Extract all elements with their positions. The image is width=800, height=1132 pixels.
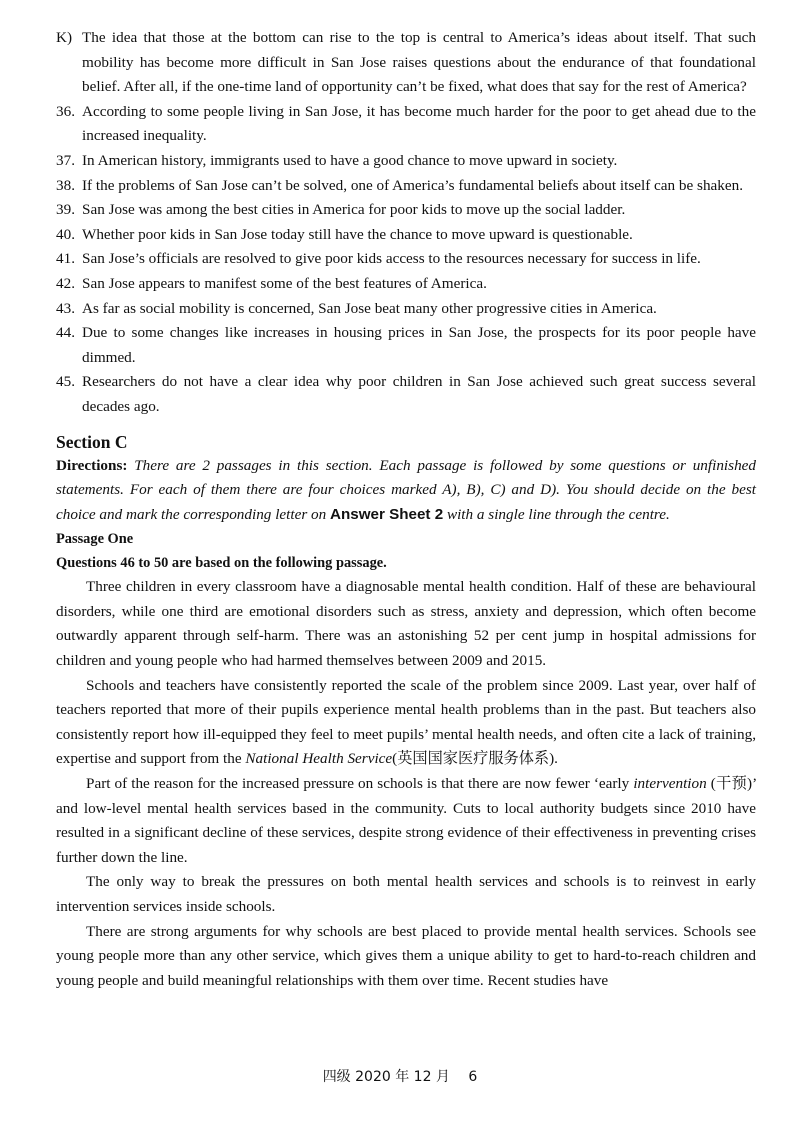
question-text: As far as social mobility is concerned, San Jose beat many other progressive cities in America. [82,299,657,317]
question-number: 42. [56,274,75,292]
question-36 [56,100,756,149]
question-42 [56,272,756,297]
statement-label: K) [56,29,73,46]
nhs-note: (英国国家医疗服务体系). [392,750,558,768]
answer-sheet-label: Answer Sheet 2 [330,505,444,523]
page-number: 6 [468,1069,478,1085]
statement-text: The idea that those at the bottom can rise to the top is central to America’s ideas about itself. That such mobility has become more difficult in San Jose raises questions about the endurance of that foundational belief. After all, if the one-time land of opportunity can’t be fixed, what does that say for the rest of America? [82,29,756,96]
question-text: In American history, immigrants used to have a good chance to move upward in society. [82,151,618,169]
question-41 [56,247,756,272]
question-number: 41. [56,250,75,268]
question-number: 38. [56,176,75,194]
paragraph-text: Schools and teachers have consistently reported the scale of the problem since 2009. Last year, over half of teachers reported that more of their pupils experience mental health problems than in the past. But teachers also consistently report how ill-equipped they feel to meet pupils’ mental health needs, and often cite a lack of training, expertise and support from the [56,676,756,768]
question-38 [56,174,756,199]
question-39 [56,198,756,223]
question-number: 36. [56,102,75,120]
question-text: San Jose was among the best cities in America for poor kids to move up the social ladder. [82,201,626,219]
question-44 [56,321,756,370]
question-number: 37. [56,151,75,169]
passage-label: Passage One [56,531,134,548]
section-directions [56,454,756,528]
intervention-term: intervention [633,775,707,793]
paragraph-text: Part of the reason for the increased pressure on schools is that there are now fewer ‘early [86,775,630,793]
passage-paragraph-1: Three children in every classroom have a diagnosable mental health condition. Half of these are behavioural disorders, while one third are emotional disorders such as stress, anxiety and depression, which often become outwardly apparent through self-harm. There was an astonishing 52 per cent jump in hospital admissions for children and young people who had harmed themselves between 2009 and 2015. [56,578,756,670]
question-text: Due to some changes like increases in housing prices in San Jose, the prospects for its poor people have dimmed. [82,324,756,366]
question-text: San Jose appears to manifest some of the best features of America. [82,274,487,292]
questions-range-label: Questions 46 to 50 are based on the following passage. [56,555,387,572]
question-number: 45. [56,373,75,391]
question-40 [56,223,756,248]
question-text: San Jose’s officials are resolved to give poor kids access to the resources necessary for success in life. [82,250,701,268]
question-number: 40. [56,225,75,243]
passage-paragraph-4: The only way to break the pressures on both mental health services and schools is to reinvest in early intervention services inside schools. [56,873,756,915]
question-text: Whether poor kids in San Jose today still have the chance to move upward is questionable. [82,225,633,243]
question-number: 44. [56,324,75,342]
passage-paragraph-3 [56,772,756,870]
directions-text-end: with a single line through the centre. [446,505,670,523]
intervention-note: (干预)’ [710,775,757,793]
page-footer [0,1065,800,1090]
question-43 [56,297,756,322]
question-text: Researchers do not have a clear idea why poor children in San Jose achieved such great success several decades ago. [82,373,756,415]
statement-k [56,26,756,100]
exam-page [56,26,756,993]
question-number: 39. [56,201,75,219]
question-text: If the problems of San Jose can’t be solved, one of America’s fundamental beliefs about itself can be shaken. [82,176,744,194]
paragraph-text-end: and low-level mental health services based in the community. Cuts to local authority budgets since 2010 have resulted in a significant decline of these services, despite strong evidence of their effectiveness in preventing crises further down the line. [56,799,756,866]
question-number: 43. [56,299,75,317]
section-title: Section C [56,431,128,452]
nhs-term: National Health Service [245,750,393,768]
directions-text: There are 2 passages in this section. Each passage is followed by some questions or unfinished statements. For each of them there are four choices marked A), B), C) and D). You should decide on the best choice and mark the corresponding letter on [56,456,756,523]
passage-paragraph-5: There are strong arguments for why schools are best placed to provide mental health services. Schools see young people more than any other service, which gives them a unique ability to get to hard-to-reach children and young people and build meaningful relationships with them over time. Recent studies have [56,922,756,989]
question-text: According to some people living in San Jose, it has become much harder for the poor to get ahead due to the increased inequality. [82,102,756,145]
exam-name: 四级 2020 年 12 月 [322,1069,450,1085]
question-37 [56,149,756,174]
question-45 [56,370,756,419]
directions-label: Directions: [56,456,128,474]
passage-paragraph-2 [56,674,756,772]
